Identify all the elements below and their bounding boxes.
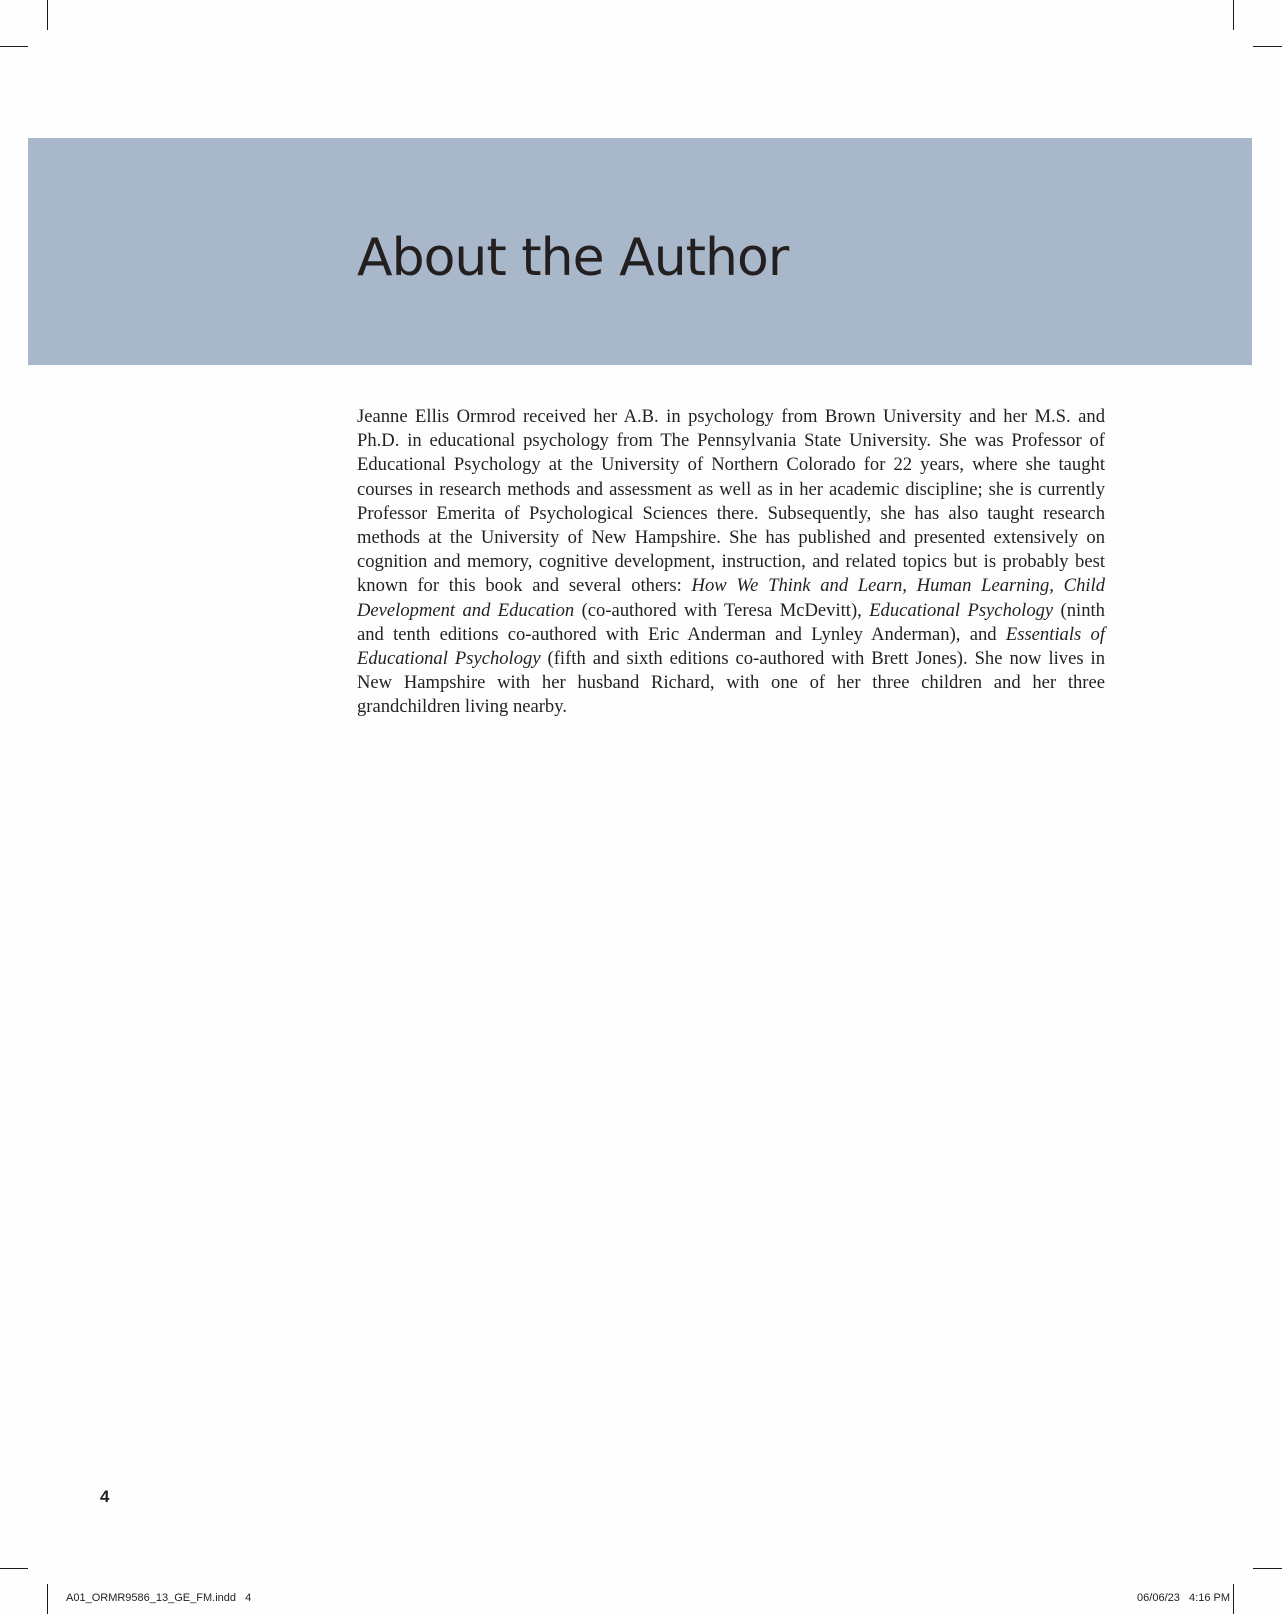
crop-mark-left-bottom [0, 1568, 28, 1569]
bio-book-title: Educational Psychology [869, 599, 1054, 621]
slug-timestamp: 06/06/23 4:16 PM [1137, 1592, 1230, 1604]
slug-filename: A01_ORMR9586_13_GE_FM.indd 4 [66, 1592, 252, 1604]
crop-mark-top-right [1233, 0, 1234, 30]
bio-text: Jeanne Ellis Ormrod received her A.B. in psychology from Brown University and her M.S. and Ph.D. in educational psychology from The Pennsylvania State University. She was Professor of Educational Psychology at the University of Northern Colorado for 22 years, where she taught courses in research methods and assessment as well as in her academic discipline; she is currently Professor Emerita of Psychological Sciences there. Subsequently, she has also taught research methods at the University of New Hampshire. She has published and presented extensively on cognition and memory, cognitive development, instruction, and related topics but is probably best known for this book and several others: [357, 406, 1105, 597]
crop-mark-right-bottom [1253, 1568, 1282, 1569]
bio-book-titles: How We Think and Learn, Human Learning, Child Development and Education [357, 575, 1105, 621]
page-number: 4 [100, 1487, 110, 1506]
page-title: About the Author [357, 228, 789, 288]
crop-mark-left-top [0, 46, 28, 47]
bio-book-title: Essentials of Educational Psychology [357, 623, 1105, 670]
crop-mark-top-left [47, 0, 48, 30]
author-bio [357, 405, 1105, 720]
bio-text: (fifth and sixth editions co-authored with Brett Jones). She now lives in New Hampshire with her husband Richard, with one of her three children and her three grandchildren living nearby. [357, 648, 1105, 718]
bio-text: (co-authored with Teresa McDevitt), [574, 599, 870, 621]
crop-mark-bottom-right [1233, 1584, 1234, 1614]
crop-mark-bottom-left [47, 1584, 48, 1614]
crop-mark-right-top [1253, 46, 1282, 47]
bio-text: (ninth and tenth editions co-authored with Eric Anderman and Lynley Anderman), and [357, 599, 1105, 645]
